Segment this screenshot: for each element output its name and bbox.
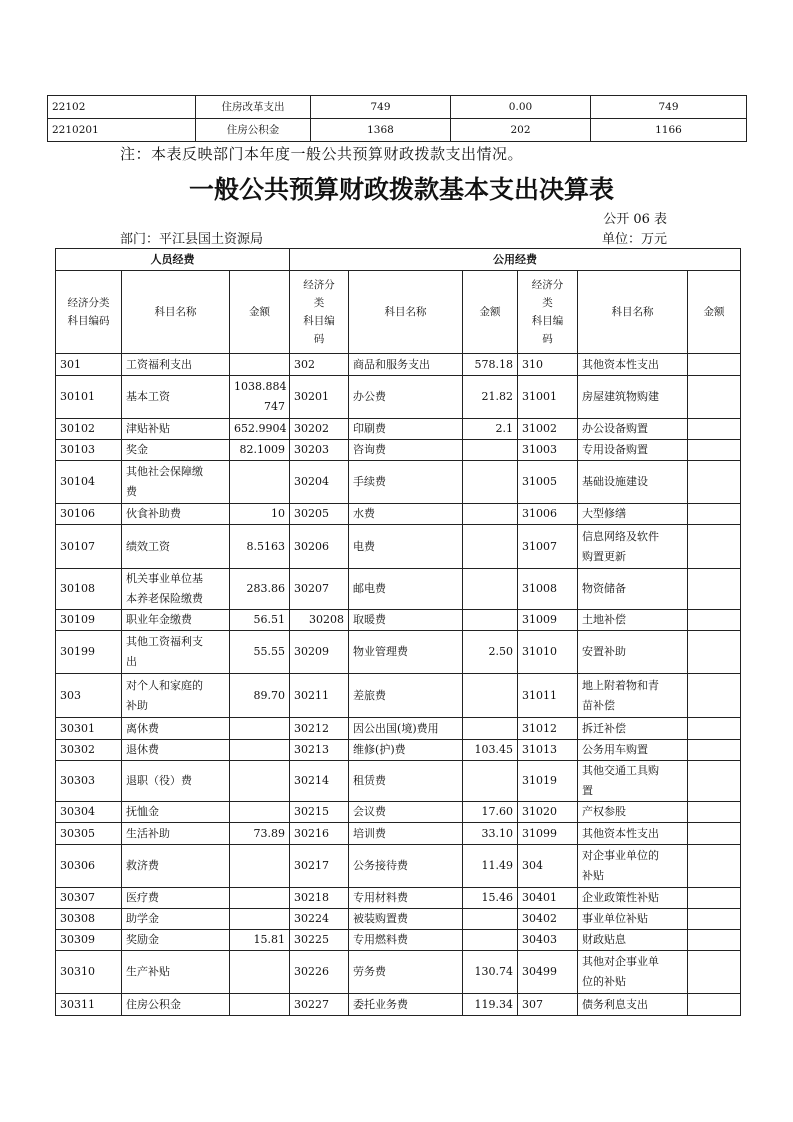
name-cell: 咨询费 — [349, 440, 463, 461]
amount-cell — [688, 930, 741, 951]
amount-cell: 119.34 — [463, 994, 518, 1016]
name-cell: 对企事业单位的 补贴 — [578, 845, 688, 888]
sub-header-row — [56, 271, 741, 354]
table-note: 注：本表反映部门本年度一般公共预算财政拨款支出情况。 — [120, 145, 524, 163]
amount-cell — [230, 888, 290, 909]
name-cell: 伙食补助费 — [122, 504, 230, 525]
name-cell: 产权参股 — [578, 802, 688, 823]
code-cell: 31005 — [518, 461, 578, 504]
name-cell: 物业管理费 — [349, 631, 463, 674]
amount-cell — [230, 951, 290, 994]
amount-cell: 21.82 — [463, 376, 518, 419]
table-row — [56, 740, 741, 761]
amount-cell — [463, 930, 518, 951]
table-row — [56, 461, 741, 504]
code-cell: 30303 — [56, 761, 122, 802]
amount-cell: 82.1009 — [230, 440, 290, 461]
amount-cell — [688, 951, 741, 994]
code-cell: 30202 — [290, 419, 349, 440]
amount-cell: 15.81 — [230, 930, 290, 951]
code-cell: 30403 — [518, 930, 578, 951]
name-cell: 物资储备 — [578, 569, 688, 610]
name-cell: 财政贴息 — [578, 930, 688, 951]
table-row — [56, 951, 741, 994]
name-cell: 抚恤金 — [122, 802, 230, 823]
code-cell: 30207 — [290, 569, 349, 610]
amount-cell: 2.50 — [463, 631, 518, 674]
page-title: 一般公共预算财政拨款基本支出决算表 — [188, 175, 614, 204]
code-cell: 30401 — [518, 888, 578, 909]
code-cell: 30205 — [290, 504, 349, 525]
table-row — [56, 888, 741, 909]
name-cell: 其他资本性支出 — [578, 354, 688, 376]
name-cell: 手续费 — [349, 461, 463, 504]
code-cell: 30106 — [56, 504, 122, 525]
code-cell: 30310 — [56, 951, 122, 994]
code-cell: 31001 — [518, 376, 578, 419]
amount-cell: 130.74 — [463, 951, 518, 994]
amount-cell — [230, 909, 290, 930]
code-cell: 30305 — [56, 823, 122, 845]
table-row — [56, 525, 741, 569]
name-cell: 其他工资福利支 出 — [122, 631, 230, 674]
name-cell: 会议费 — [349, 802, 463, 823]
name-cell: 救济费 — [122, 845, 230, 888]
code-cell: 301 — [56, 354, 122, 376]
table-row — [56, 994, 741, 1016]
amount-cell — [688, 674, 741, 718]
code-cell: 310 — [518, 354, 578, 376]
code-cell: 31008 — [518, 569, 578, 610]
code-cell: 31009 — [518, 610, 578, 631]
amount-cell — [230, 845, 290, 888]
code-cell: 31012 — [518, 718, 578, 740]
code-cell: 31013 — [518, 740, 578, 761]
name-cell: 生产补贴 — [122, 951, 230, 994]
code-cell: 31019 — [518, 761, 578, 802]
amount-cell: 17.60 — [463, 802, 518, 823]
name-cell: 取暖费 — [349, 610, 463, 631]
column-header: 科目名称 — [578, 271, 688, 354]
code-cell: 307 — [518, 994, 578, 1016]
name-cell: 债务利息支出 — [578, 994, 688, 1016]
amount-cell — [688, 802, 741, 823]
name-cell: 被装购置费 — [349, 909, 463, 930]
column-header: 金额 — [688, 271, 741, 354]
table-cell: 住房改革支出 — [196, 96, 311, 119]
code-cell: 30213 — [290, 740, 349, 761]
amount-cell — [688, 761, 741, 802]
name-cell: 印刷费 — [349, 419, 463, 440]
table-cell: 0.00 — [451, 96, 591, 119]
table-cell: 22102 — [48, 96, 196, 119]
amount-cell — [688, 823, 741, 845]
name-cell: 拆迁补偿 — [578, 718, 688, 740]
amount-cell — [463, 569, 518, 610]
name-cell: 商品和服务支出 — [349, 354, 463, 376]
code-cell: 30218 — [290, 888, 349, 909]
name-cell: 公务用车购置 — [578, 740, 688, 761]
code-cell: 31006 — [518, 504, 578, 525]
code-cell: 30226 — [290, 951, 349, 994]
name-cell: 医疗费 — [122, 888, 230, 909]
table-row — [56, 504, 741, 525]
table-cell: 749 — [591, 96, 747, 119]
unit-label: 单位：万元 — [601, 232, 667, 247]
code-cell: 30212 — [290, 718, 349, 740]
name-cell: 大型修缮 — [578, 504, 688, 525]
code-cell: 30201 — [290, 376, 349, 419]
table-row — [56, 440, 741, 461]
name-cell: 津贴补贴 — [122, 419, 230, 440]
amount-cell: 15.46 — [463, 888, 518, 909]
name-cell: 培训费 — [349, 823, 463, 845]
code-cell: 30104 — [56, 461, 122, 504]
amount-cell — [230, 740, 290, 761]
amount-cell — [688, 994, 741, 1016]
amount-cell — [688, 354, 741, 376]
table-row — [56, 631, 741, 674]
amount-cell: 33.10 — [463, 823, 518, 845]
table-cell: 202 — [451, 119, 591, 142]
code-cell: 30215 — [290, 802, 349, 823]
code-cell: 30107 — [56, 525, 122, 569]
amount-cell — [463, 504, 518, 525]
code-cell: 31011 — [518, 674, 578, 718]
expenditure-table-continued — [47, 95, 747, 142]
amount-cell: 1038.884 747 — [230, 376, 290, 419]
group-header-row — [56, 249, 741, 271]
amount-cell — [463, 461, 518, 504]
name-cell: 绩效工资 — [122, 525, 230, 569]
name-cell: 对个人和家庭的 补助 — [122, 674, 230, 718]
name-cell: 信息网络及软件 购置更新 — [578, 525, 688, 569]
amount-cell: 73.89 — [230, 823, 290, 845]
amount-cell — [463, 525, 518, 569]
code-cell: 304 — [518, 845, 578, 888]
table-row — [56, 610, 741, 631]
amount-cell — [688, 376, 741, 419]
table-row — [56, 419, 741, 440]
amount-cell: 652.9904 — [230, 419, 290, 440]
amount-cell — [688, 888, 741, 909]
code-cell: 30301 — [56, 718, 122, 740]
name-cell: 因公出国(境)费用 — [349, 718, 463, 740]
column-header: 经济分类 科目编码 — [56, 271, 122, 354]
name-cell: 基本工资 — [122, 376, 230, 419]
table-row — [56, 845, 741, 888]
name-cell: 其他交通工具购 置 — [578, 761, 688, 802]
amount-cell: 103.45 — [463, 740, 518, 761]
name-cell: 房屋建筑物购建 — [578, 376, 688, 419]
name-cell: 职业年金缴费 — [122, 610, 230, 631]
column-header: 金额 — [463, 271, 518, 354]
amount-cell: 578.18 — [463, 354, 518, 376]
table-row — [56, 823, 741, 845]
code-cell: 31020 — [518, 802, 578, 823]
table-row — [56, 354, 741, 376]
name-cell: 助学金 — [122, 909, 230, 930]
table-cell: 1368 — [311, 119, 451, 142]
name-cell: 住房公积金 — [122, 994, 230, 1016]
name-cell: 土地补偿 — [578, 610, 688, 631]
code-cell: 30108 — [56, 569, 122, 610]
column-header: 金额 — [230, 271, 290, 354]
amount-cell: 55.55 — [230, 631, 290, 674]
code-cell: 30203 — [290, 440, 349, 461]
group-header-personnel: 人员经费 — [56, 249, 290, 271]
name-cell: 专用材料费 — [349, 888, 463, 909]
column-header: 经济分 类 科目编 码 — [518, 271, 578, 354]
column-header: 经济分 类 科目编 码 — [290, 271, 349, 354]
table-row — [48, 119, 747, 142]
code-cell: 30199 — [56, 631, 122, 674]
amount-cell — [688, 525, 741, 569]
amount-cell — [688, 631, 741, 674]
name-cell: 基础设施建设 — [578, 461, 688, 504]
code-cell: 30217 — [290, 845, 349, 888]
name-cell: 维修(护)费 — [349, 740, 463, 761]
name-cell: 专用燃料费 — [349, 930, 463, 951]
name-cell: 离休费 — [122, 718, 230, 740]
amount-cell: 283.86 — [230, 569, 290, 610]
code-cell: 30302 — [56, 740, 122, 761]
table-row — [56, 802, 741, 823]
table-cell: 2210201 — [48, 119, 196, 142]
name-cell: 电费 — [349, 525, 463, 569]
name-cell: 机关事业单位基 本养老保险缴费 — [122, 569, 230, 610]
table-cell: 1166 — [591, 119, 747, 142]
amount-cell — [688, 461, 741, 504]
table-row — [48, 96, 747, 119]
code-cell: 303 — [56, 674, 122, 718]
code-cell: 30109 — [56, 610, 122, 631]
name-cell: 租赁费 — [349, 761, 463, 802]
name-cell: 生活补助 — [122, 823, 230, 845]
code-cell: 30225 — [290, 930, 349, 951]
name-cell: 其他对企事业单 位的补贴 — [578, 951, 688, 994]
amount-cell — [230, 802, 290, 823]
amount-cell: 10 — [230, 504, 290, 525]
amount-cell — [463, 909, 518, 930]
code-cell: 30224 — [290, 909, 349, 930]
name-cell: 劳务费 — [349, 951, 463, 994]
table-row — [56, 718, 741, 740]
code-cell: 30309 — [56, 930, 122, 951]
table-row — [56, 674, 741, 718]
code-cell: 30209 — [290, 631, 349, 674]
name-cell: 退职（役）费 — [122, 761, 230, 802]
code-cell: 31010 — [518, 631, 578, 674]
code-cell: 30307 — [56, 888, 122, 909]
code-cell: 31003 — [518, 440, 578, 461]
name-cell: 事业单位补贴 — [578, 909, 688, 930]
table-row — [56, 761, 741, 802]
code-cell: 30211 — [290, 674, 349, 718]
code-cell: 30103 — [56, 440, 122, 461]
column-header: 科目名称 — [122, 271, 230, 354]
table-row — [56, 376, 741, 419]
amount-cell — [688, 845, 741, 888]
name-cell: 公务接待费 — [349, 845, 463, 888]
code-cell: 31099 — [518, 823, 578, 845]
name-cell: 委托业务费 — [349, 994, 463, 1016]
amount-cell — [688, 569, 741, 610]
amount-cell — [463, 610, 518, 631]
amount-cell — [230, 354, 290, 376]
amount-cell — [688, 740, 741, 761]
table-code: 公开 06 表 — [603, 212, 667, 227]
code-cell: 30402 — [518, 909, 578, 930]
name-cell: 邮电费 — [349, 569, 463, 610]
code-cell: 30308 — [56, 909, 122, 930]
name-cell: 其他社会保障缴 费 — [122, 461, 230, 504]
amount-cell — [230, 461, 290, 504]
amount-cell: 11.49 — [463, 845, 518, 888]
table-cell: 749 — [311, 96, 451, 119]
code-cell: 30499 — [518, 951, 578, 994]
code-cell: 30306 — [56, 845, 122, 888]
amount-cell — [688, 909, 741, 930]
name-cell: 其他资本性支出 — [578, 823, 688, 845]
code-cell: 30101 — [56, 376, 122, 419]
amount-cell — [463, 718, 518, 740]
code-cell: 31002 — [518, 419, 578, 440]
name-cell: 办公设备购置 — [578, 419, 688, 440]
amount-cell — [463, 440, 518, 461]
amount-cell — [463, 761, 518, 802]
amount-cell — [230, 761, 290, 802]
amount-cell: 56.51 — [230, 610, 290, 631]
table-row — [56, 569, 741, 610]
code-cell: 30102 — [56, 419, 122, 440]
code-cell: 30214 — [290, 761, 349, 802]
table-row — [56, 930, 741, 951]
amount-cell: 8.5163 — [230, 525, 290, 569]
name-cell: 地上附着物和青 苗补偿 — [578, 674, 688, 718]
amount-cell — [230, 718, 290, 740]
code-cell: 30206 — [290, 525, 349, 569]
amount-cell: 2.1 — [463, 419, 518, 440]
name-cell: 专用设备购置 — [578, 440, 688, 461]
name-cell: 水费 — [349, 504, 463, 525]
name-cell: 工资福利支出 — [122, 354, 230, 376]
code-cell: 30311 — [56, 994, 122, 1016]
amount-cell — [688, 440, 741, 461]
name-cell: 退休费 — [122, 740, 230, 761]
code-cell: 302 — [290, 354, 349, 376]
table-cell: 住房公积金 — [196, 119, 311, 142]
amount-cell — [688, 718, 741, 740]
amount-cell: 89.70 — [230, 674, 290, 718]
amount-cell — [463, 674, 518, 718]
code-cell: 31007 — [518, 525, 578, 569]
amount-cell — [688, 419, 741, 440]
name-cell: 奖金 — [122, 440, 230, 461]
group-header-public: 公用经费 — [290, 249, 741, 271]
table-row — [56, 909, 741, 930]
name-cell: 奖励金 — [122, 930, 230, 951]
name-cell: 差旅费 — [349, 674, 463, 718]
basic-expenditure-table — [55, 248, 741, 1016]
code-cell: 30208 — [290, 610, 349, 631]
code-cell: 30204 — [290, 461, 349, 504]
name-cell: 企业政策性补贴 — [578, 888, 688, 909]
code-cell: 30216 — [290, 823, 349, 845]
column-header: 科目名称 — [349, 271, 463, 354]
amount-cell — [230, 994, 290, 1016]
code-cell: 30304 — [56, 802, 122, 823]
name-cell: 安置补助 — [578, 631, 688, 674]
code-cell: 30227 — [290, 994, 349, 1016]
name-cell: 办公费 — [349, 376, 463, 419]
amount-cell — [688, 610, 741, 631]
department-label: 部门：平江县国土资源局 — [120, 232, 264, 247]
amount-cell — [688, 504, 741, 525]
